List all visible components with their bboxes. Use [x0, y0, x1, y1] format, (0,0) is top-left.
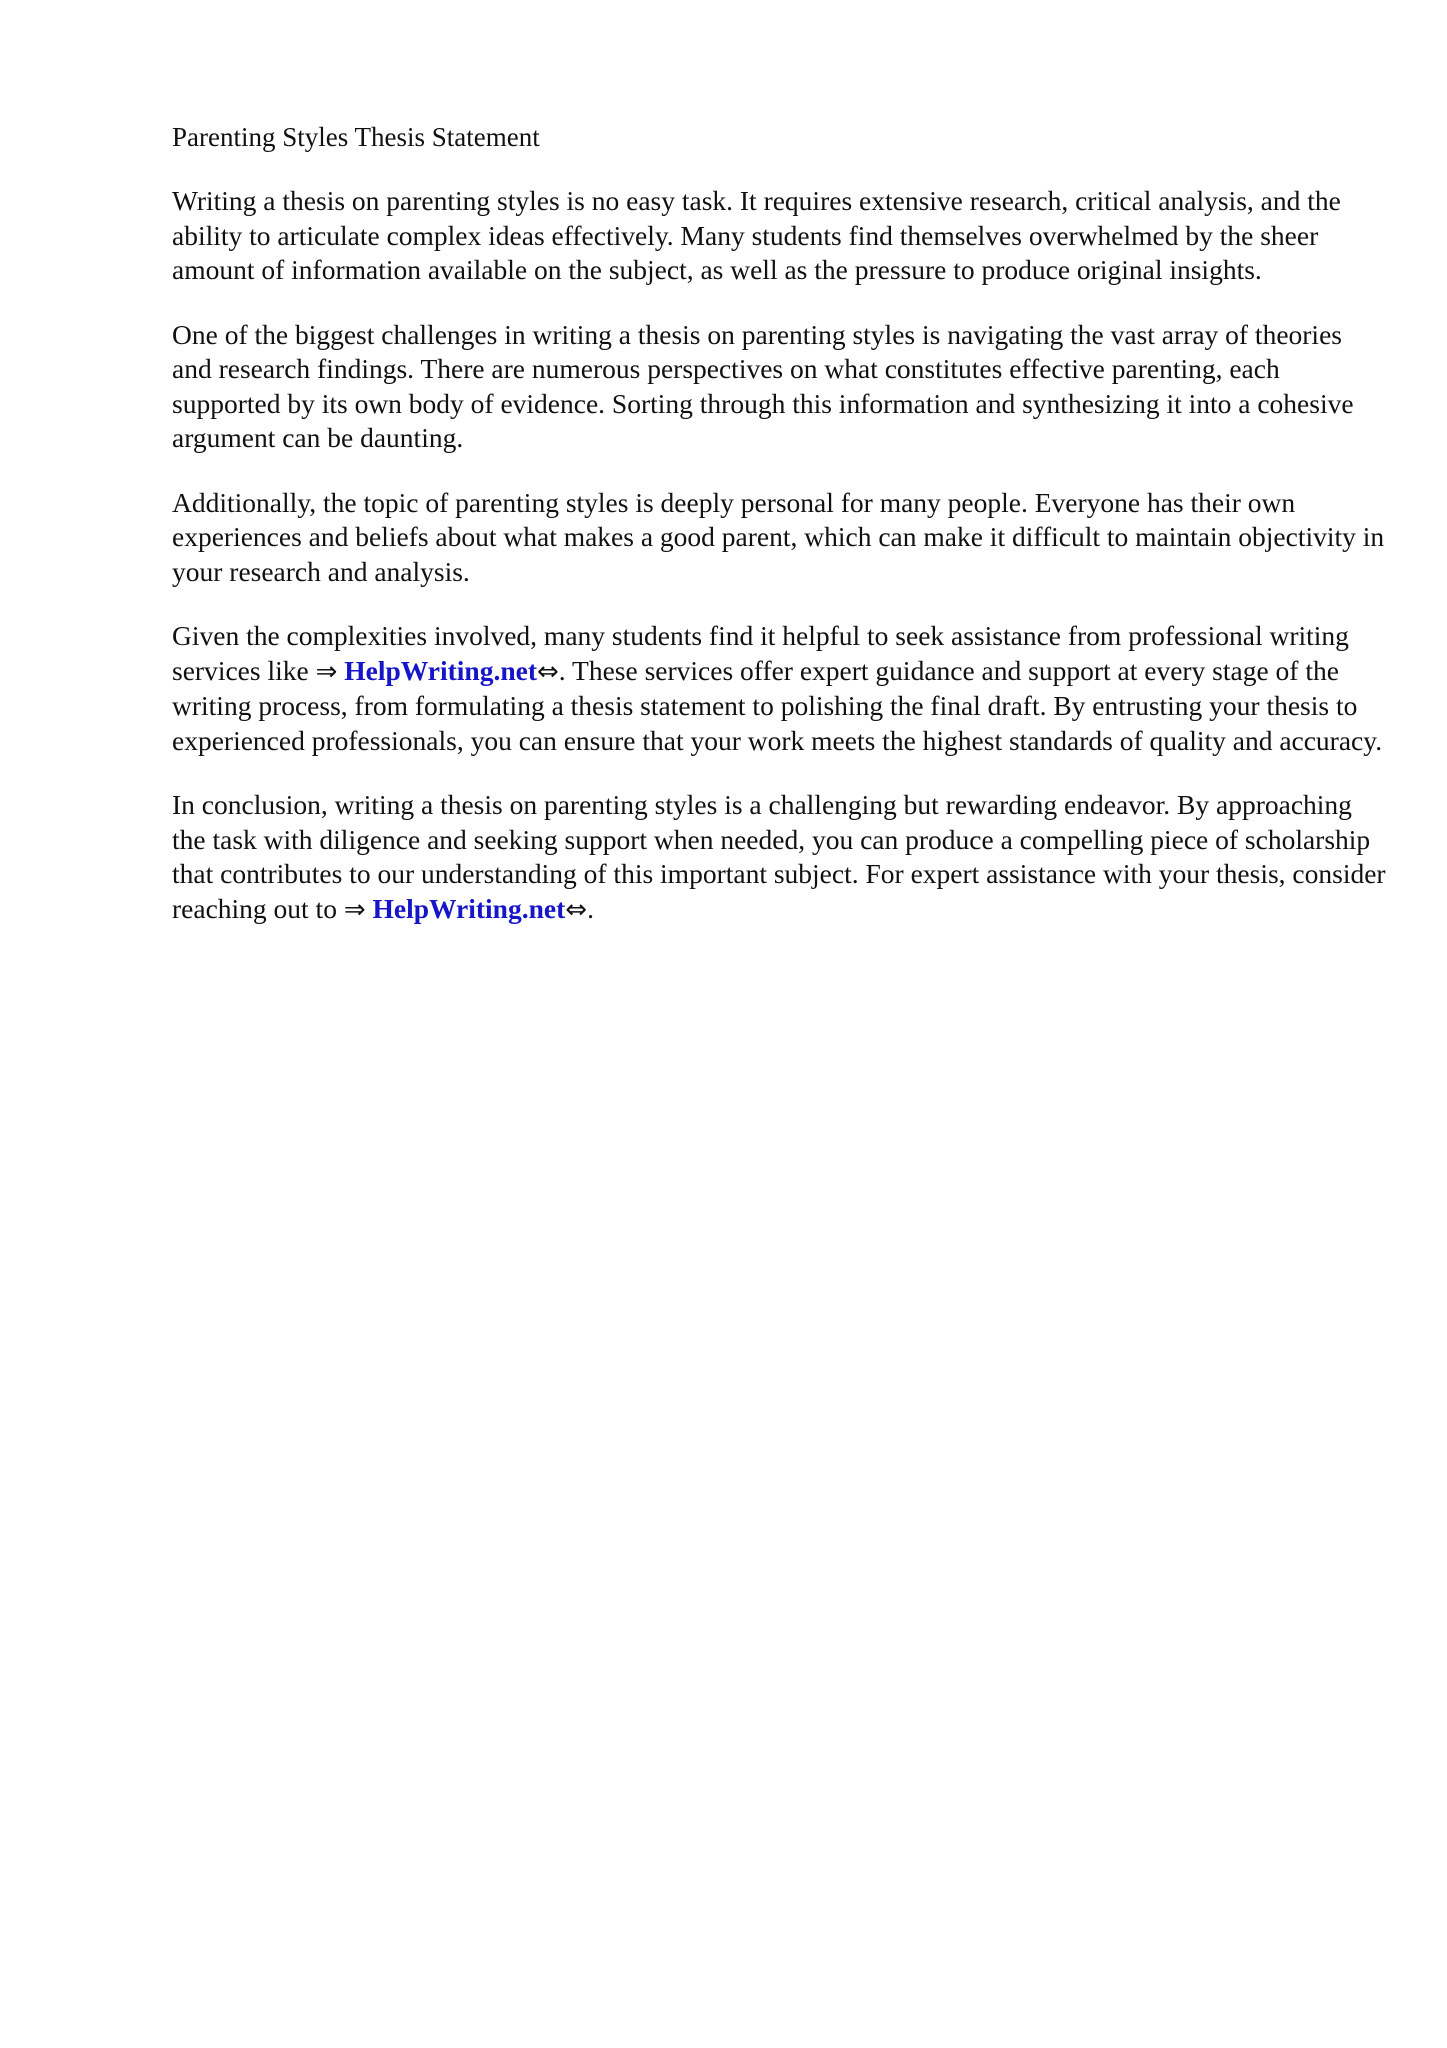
paragraph-4-text-before: Given the complexities involved, many students find it helpful to seek assistance from professional writing services like [172, 620, 1349, 686]
paragraph-1: Writing a thesis on parenting styles is no easy task. It requires extensive research, critical analysis, and the ability to articulate complex ideas effectively. Many students find themselves overwhelmed by the sheer amount of information available on the subject, as well as the pressure to produce original insights. [172, 185, 1341, 285]
paragraph-2: One of the biggest challenges in writing a thesis on parenting styles is navigating the vast array of theories and research findings. There are numerous perspectives on what constitutes effective parenting, each supported by its own body of evidence. Sorting through this information and synthesizing it into a cohesive argument can be daunting. [172, 318, 1354, 453]
paragraph-4-text-after: . These services offer expert guidance and support at every stage of the writing process, from formulating a thesis statement to polishing the final draft. By entrusting your thesis to experienced professionals, you can ensure that your work meets the highest standards of quality and accuracy. [172, 654, 1383, 756]
paragraph-5 [172, 788, 1387, 927]
left-right-arrow-icon: ⇔ [565, 894, 588, 925]
document-title: Parenting Styles Thesis Statement [172, 122, 540, 152]
right-arrow-icon: ⇒ [343, 894, 366, 925]
paragraph-5-text-after: . [587, 892, 594, 924]
helpwriting-link[interactable]: HelpWriting.net [344, 654, 537, 686]
left-right-arrow-icon: ⇔ [537, 656, 559, 687]
paragraph-4 [172, 619, 1387, 758]
right-arrow-icon: ⇒ [315, 656, 338, 687]
paragraph-3: Additionally, the topic of parenting styles is deeply personal for many people. Everyone has their own experiences and beliefs about what makes a good parent, which can make it difficult to maintain objectivity in your research and analysis. [172, 486, 1385, 587]
helpwriting-link[interactable]: HelpWriting.net [372, 892, 566, 924]
paragraph-5-text-before: In conclusion, writing a thesis on parenting styles is a challenging but rewarding endeavor. By approaching the task with diligence and seeking support when needed, you can produce a compelling piece of scholarship that contributes to our understanding of this important subject. For expert assistance with your thesis, consider reaching out to [172, 789, 1386, 924]
document-page [172, 120, 1387, 957]
